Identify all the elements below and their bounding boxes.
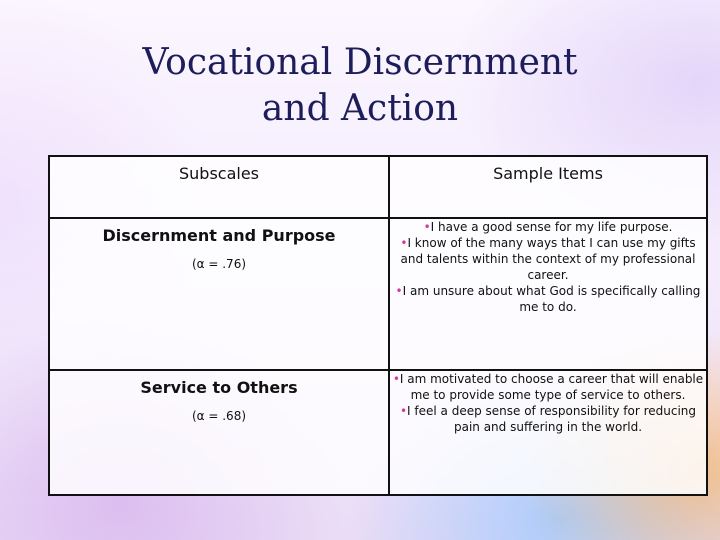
title-line-2: and Action [261, 88, 459, 129]
slide-title [80, 40, 640, 132]
table-row [49, 218, 707, 370]
sample-item: •I am unsure about what God is specifically calling me to do. [395, 284, 701, 314]
bullet-icon: • [395, 284, 403, 298]
title-line-1: Vocational Discernment [142, 42, 578, 83]
bullet-icon: • [399, 404, 408, 418]
subscale-name: Discernment and Purpose [102, 226, 336, 245]
header-subscales-cell [49, 156, 389, 218]
subscale-alpha: (α = .76) [191, 257, 247, 271]
sample-item: •I have a good sense for my life purpose. [423, 220, 673, 234]
header-sample-items-cell [389, 156, 707, 218]
subscale-alpha: (α = .68) [191, 409, 247, 423]
sample-items-cell [389, 218, 707, 370]
bullet-icon: • [423, 220, 431, 234]
subscales-table [48, 155, 708, 496]
sample-item: •I am motivated to choose a career that will enable me to provide some type of service to others. [392, 372, 704, 402]
bullet-icon: • [400, 236, 408, 250]
table-header-row [49, 156, 707, 218]
bullet-icon: • [392, 372, 400, 386]
subscale-cell [49, 370, 389, 495]
sample-item: •I feel a deep sense of responsibility for reducing pain and suffering in the world. [399, 404, 697, 434]
header-sample-items: Sample Items [493, 164, 603, 183]
sample-items-cell [389, 370, 707, 495]
subscale-cell [49, 218, 389, 370]
subscale-name: Service to Others [140, 378, 298, 397]
table-row [49, 370, 707, 495]
sample-item: •I know of the many ways that I can use my gifts and talents within the context of my professional career. [400, 236, 696, 282]
header-subscales: Subscales [178, 164, 259, 183]
